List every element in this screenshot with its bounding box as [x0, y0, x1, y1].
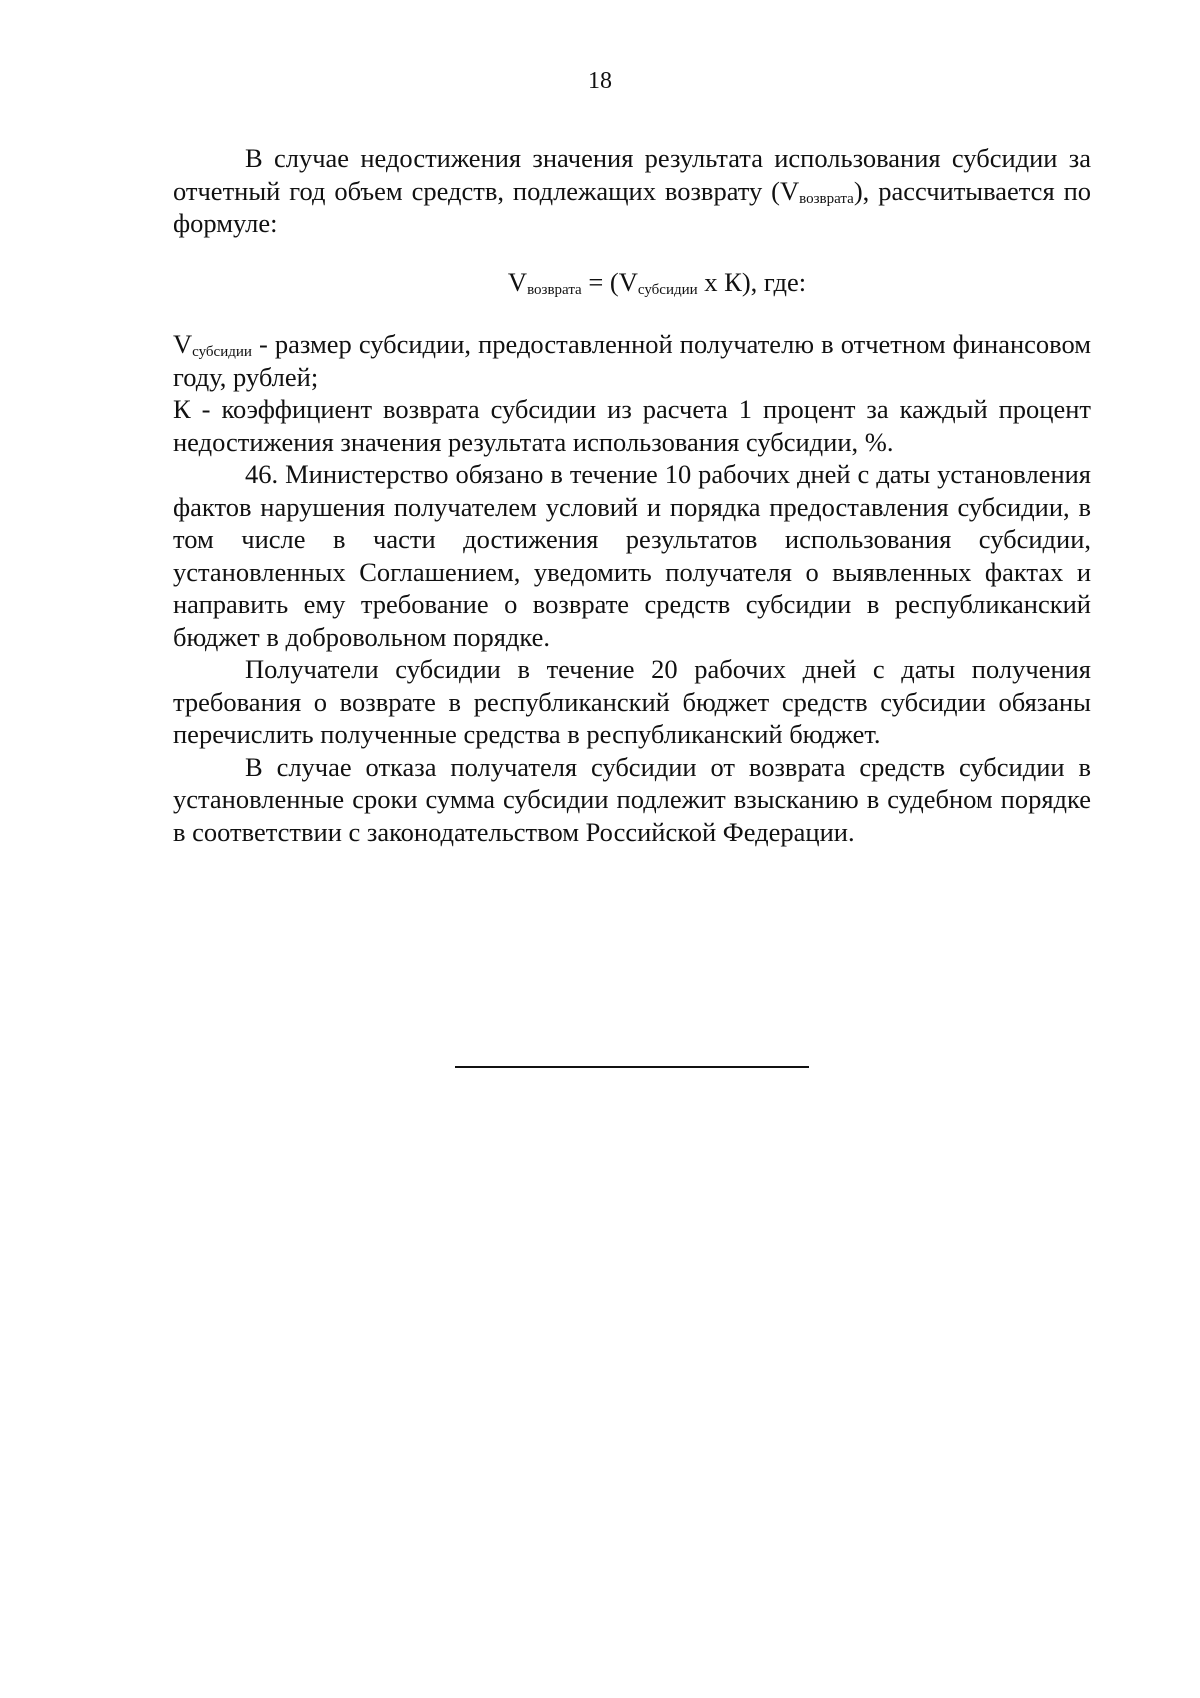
paragraph-refusal: В случае отказа получателя субсидии от возврата средств субсидии в установленные сроки сумма субсидии подлежит взысканию в судебном порядке в соответствии с законодательством Российской Федерации. — [173, 751, 1091, 847]
document-body — [173, 142, 1091, 848]
paragraph-recipients: Получатели субсидии в течение 20 рабочих дней с даты получения требования о возврате в республиканский бюджет средств субсидии обязаны перечислить полученные средства в республиканский бюджет. — [173, 654, 1091, 749]
formula-rest: x К), где: — [697, 266, 807, 297]
definition-v-symbol: V — [173, 329, 193, 359]
paragraph-46: 46. Министерство обязано в течение 10 рабочих дней с даты установления фактов нарушения получателем условий и порядка предоставления субсидии, в том числе в части достижения результатов использования субсидии, установленных Соглашением, уведомить получателя о выявленных фактах и направить ему требование о возврате средств субсидии в республиканский бюджет в добровольном порядке. — [173, 459, 1091, 652]
formula-sub-vozvrata: возврата — [527, 281, 582, 298]
formula-sub-subsidii: субсидии — [637, 281, 698, 298]
intro-text-before: В случае недостижения значения результата использования субсидии за отчетный год объем средств, подлежащих возврату (V — [173, 143, 1091, 206]
definition-v-sub: субсидии — [192, 344, 252, 360]
definition-v — [173, 328, 1091, 393]
intro-paragraph — [173, 142, 1091, 240]
subscript-vozvrata: возврата — [799, 190, 854, 207]
formula — [173, 266, 1091, 299]
closing-rule — [455, 1066, 809, 1068]
definition-v-text: - размер субсидии, предоставленной получателю в отчетном финансовом году, рублей; — [173, 329, 1091, 392]
intro-text-after: ), рассчитывается по формуле: — [173, 175, 1091, 238]
formula-v: V — [507, 266, 528, 297]
definition-k: К - коэффициент возврата субсидии из расчета 1 процент за каждый процент недостижения значения результата использования субсидии, %. — [173, 394, 1091, 457]
formula-equals: = (V — [581, 266, 638, 297]
page-number: 18 — [588, 68, 612, 94]
